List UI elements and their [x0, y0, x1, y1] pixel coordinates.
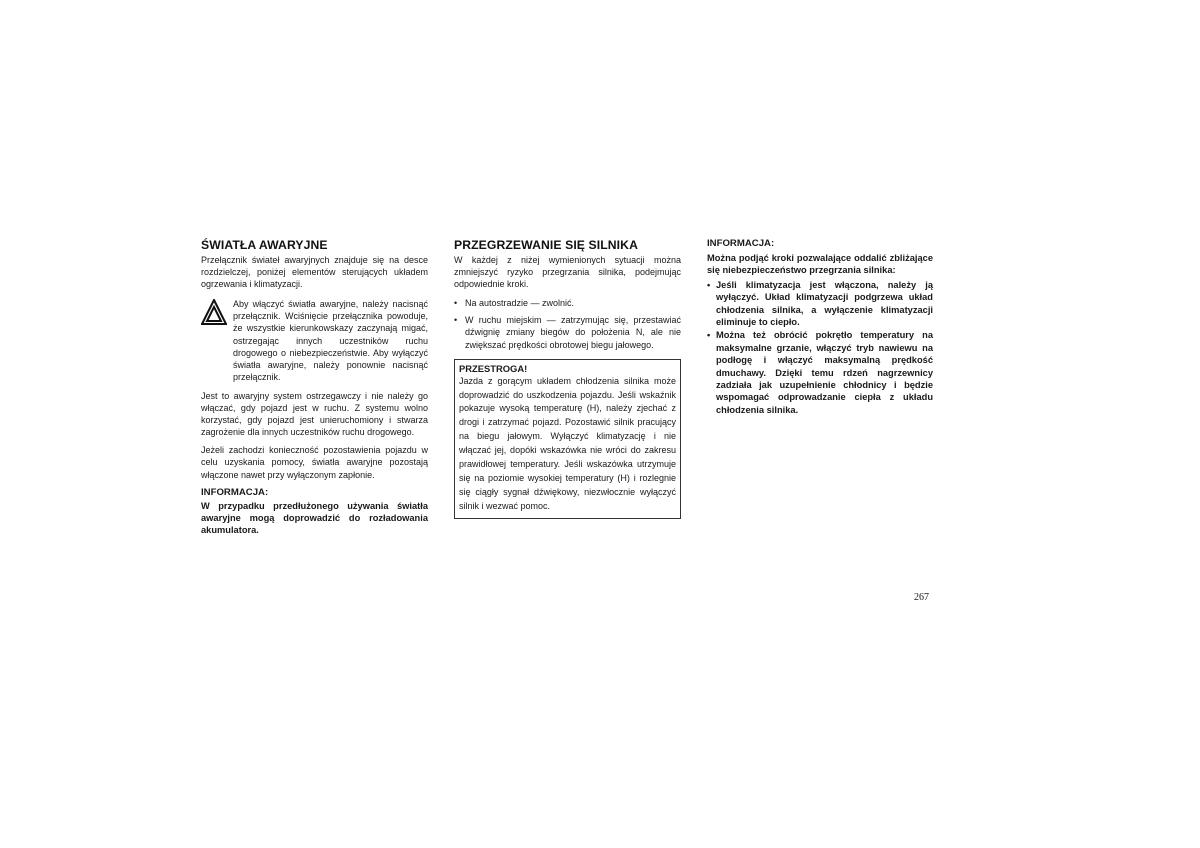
section-heading-hazard-lights: ŚWIATŁA AWARYJNE	[201, 238, 328, 252]
hazard-paragraph-3: Jeżeli zachodzi konieczność pozostawienia pojazdu w celu uzyskania pomocy, światła awaryjne pozostają włączone nawet przy wyłączonym zapłonie.	[201, 445, 428, 480]
overheating-intro-paragraph: W każdej z niżej wymienionych sytuacji można zmniejszyć ryzyko przegrzania silnika, podejmując odpowiednie kroki.	[454, 255, 681, 290]
column-overheating	[454, 238, 681, 519]
hazard-instruction-text: Aby włączyć światła awaryjne, należy nacisnąć przełącznik. Wciśnięcie przełącznika powoduje, że wszystkie kierunkowskazy zaczynają migać, ostrzegając innych uczestników ruchu drogowego o niebezpieczeństwie. Aby wyłączyć światła awaryjne, należy ponownie nacisnąć przełącznik.	[233, 299, 428, 382]
list-item: • W ruchu miejskim — zatrzymując się, przestawiać dźwignię zmiany biegów do położenia N, ale nie zwiększać prędkości obrotowej biegu jałowego.	[454, 314, 681, 350]
hazard-instruction-block	[201, 298, 428, 383]
section-heading-overheating: PRZEGRZEWANIE SIĘ SILNIKA	[454, 238, 638, 252]
hazard-paragraph-2: Jest to awaryjny system ostrzegawczy i nie należy go włączać, gdy pojazd jest w ruchu. Z systemu wolno korzystać, gdy pojazd jest unieruchomiony i stwarza zagrożenie dla innych uczestników ruchu drogowego.	[201, 390, 428, 438]
info-intro-2: Można podjąć kroki pozwalające oddalić zbliżające się niebezpieczeństwo przegrzania silnika:	[707, 253, 933, 276]
list-item: • Na autostradzie — zwolnić.	[454, 297, 681, 309]
hazard-triangle-icon	[201, 298, 233, 383]
overheating-bullet-list	[454, 297, 681, 350]
column-info	[707, 238, 933, 417]
info-bullet-list	[707, 279, 933, 416]
info-title-2: INFORMACJA:	[707, 238, 775, 249]
info-title-1: INFORMACJA:	[201, 486, 269, 498]
page-number: 267	[914, 592, 929, 603]
info-text-1: W przypadku przedłużonego używania światła awaryjne mogą doprowadzić do rozładowania akumulatora.	[201, 500, 428, 536]
column-hazard-lights	[201, 238, 428, 537]
caution-box	[454, 359, 681, 519]
caution-title: PRZESTROGA!	[459, 362, 528, 374]
hazard-intro-paragraph: Przełącznik świateł awaryjnych znajduje się na desce rozdzielczej, poniżej elementów sterujących układem ogrzewania i klimatyzacji.	[201, 255, 428, 290]
list-item: • Jeśli klimatyzacja jest włączona, należy ją wyłączyć. Układ klimatyzacji podgrzewa układ chłodzenia silnika, a wyłączenie klimatyzacji eliminuje to ciepło.	[707, 279, 933, 329]
list-item: • Można też obrócić pokrętło temperatury na maksymalne grzanie, włączyć tryb nawiewu na podłogę i włączyć maksymalną prędkość dmuchawy. Dzięki temu rdzeń nagrzewnicy zadziała jak uzupełnienie chłodnicy i będzie wspomagać odprowadzanie ciepła z układu chłodzenia silnika.	[707, 329, 933, 416]
caution-text: Jazda z gorącym układem chłodzenia silnika może doprowadzić do uszkodzenia pojazdu. Jeśli wskaźnik pokazuje wysoką temperaturę (H), należy zjechać z drogi i zatrzymać pojazd. Pozostawić silnik pracujący na biegu jałowym. Wyłączyć klimatyzację i nie włączać jej, dopóki wskazówka nie wróci do zakresu prawidłowej temperatury. Jeśli wskazówka utrzymuje się na poziomie wysokiej temperatury (H) i rozlegnie się ciągły sygnał dźwiękowy, niezwłocznie wyłączyć silnik i wezwać pomoc.	[459, 375, 676, 511]
